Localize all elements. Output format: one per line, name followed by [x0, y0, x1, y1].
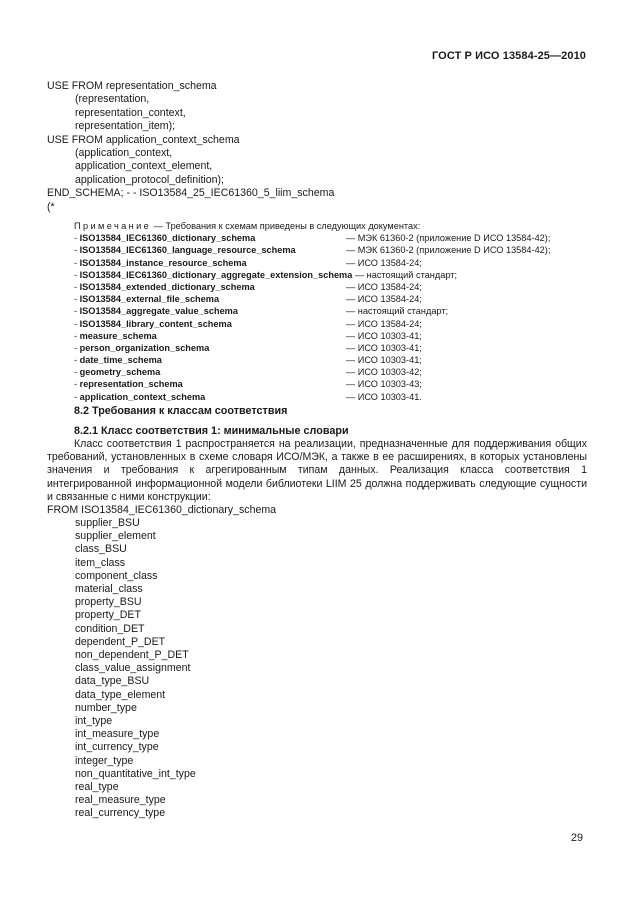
note-item	[74, 257, 589, 269]
subsection-heading: 8.2.1 Класс соответствия 1: минимальные словари	[74, 425, 349, 437]
note-item	[74, 244, 589, 256]
schema-name: ISO13584_extended_dictionary_schema	[79, 281, 255, 292]
note-item-schema: - ISO13584_external_file_schema	[74, 294, 220, 305]
note-item-ref: — настоящий стандарт;	[346, 306, 449, 317]
note-item-schema: - ISO13584_aggregate_value_schema	[74, 306, 238, 317]
entity-item: real_measure_type	[75, 794, 166, 807]
section-heading: 8.2 Требования к классам соответствия	[74, 405, 288, 417]
entity-item: real_currency_type	[75, 807, 166, 820]
note-list	[74, 232, 589, 403]
entity-item: data_type_element	[75, 688, 166, 701]
note-item-schema: - ISO13584_extended_dictionary_schema	[74, 281, 255, 292]
note-item	[74, 378, 589, 390]
schema-name: ISO13584_instance_resource_schema	[79, 257, 247, 268]
schema-name: ISO13584_external_file_schema	[79, 294, 220, 305]
code-line: USE FROM representation_schema	[47, 80, 217, 92]
schema-name: measure_schema	[79, 330, 157, 341]
entity-item: component_class	[75, 569, 158, 582]
code-line: representation_item);	[75, 120, 176, 133]
schema-name: ISO13584_IEC61360_dictionary_aggregate_extension_schema	[79, 269, 353, 280]
note-item-schema: - geometry_schema	[74, 367, 161, 378]
note-item-ref: — настоящий стандарт;	[352, 269, 457, 280]
schema-name: geometry_schema	[79, 367, 161, 378]
entity-item: int_currency_type	[75, 741, 159, 754]
code-line: END_SCHEMA; - - ISO13584_25_IEC61360_5_liim_schema	[47, 187, 335, 200]
body-paragraph	[47, 438, 587, 504]
note-item	[74, 293, 589, 305]
note-item-ref: — ИСО 10303-42;	[346, 367, 422, 378]
entity-item: non_dependent_P_DET	[75, 649, 189, 662]
entity-item: dependent_P_DET	[75, 635, 166, 648]
note-item-schema: - person_organization_schema	[74, 342, 210, 353]
entity-item: data_type_BSU	[75, 675, 150, 688]
note-item-schema: - ISO13584_IEC61360_language_resource_schema	[74, 245, 296, 256]
schema-name: ISO13584_IEC61360_dictionary_schema	[79, 233, 256, 244]
entity-item: property_DET	[75, 609, 141, 622]
code-line: application_protocol_definition);	[75, 173, 225, 186]
entity-item: class_BSU	[75, 543, 127, 556]
note-item-ref: — ИСО 10303-41;	[346, 355, 422, 366]
note-item-schema: - ISO13584_IEC61360_dictionary_aggregate_extension_schema	[74, 269, 353, 280]
note-item-schema: - date_time_schema	[74, 355, 162, 366]
schema-note	[74, 220, 589, 403]
note-item-ref: — ИСО 13584-24;	[346, 318, 422, 329]
note-item	[74, 305, 589, 317]
document-header: ГОСТ Р ИСО 13584-25—2010	[431, 50, 586, 62]
entity-list	[75, 517, 196, 821]
schema-name: ISO13584_library_content_schema	[79, 318, 232, 329]
entity-item: material_class	[75, 583, 143, 596]
entity-item: int_measure_type	[75, 728, 160, 741]
note-item	[74, 391, 589, 403]
entity-item: int_type	[75, 715, 113, 728]
note-item-ref: — ИСО 10303-41.	[346, 391, 422, 402]
note-item-schema: - application_context_schema	[74, 391, 206, 402]
code-line: representation_context,	[75, 106, 186, 119]
schema-name: application_context_schema	[79, 391, 206, 402]
note-item-schema: - ISO13584_instance_resource_schema	[74, 257, 247, 268]
note-item-ref: — МЭК 61360-2 (приложение D ИСО 13584-42);	[346, 245, 551, 256]
entity-item: supplier_BSU	[75, 517, 140, 529]
note-item-schema: - representation_schema	[74, 379, 183, 390]
schema-name: date_time_schema	[79, 355, 162, 366]
note-item-ref: — ИСО 13584-24;	[346, 294, 422, 305]
note-item-schema: - ISO13584_IEC61360_dictionary_schema	[74, 233, 256, 244]
entity-item: condition_DET	[75, 622, 145, 635]
note-item-schema: - ISO13584_library_content_schema	[74, 318, 232, 329]
entity-item: property_BSU	[75, 596, 142, 609]
note-item-ref: — ИСО 10303-41;	[346, 342, 422, 353]
schema-name: ISO13584_aggregate_value_schema	[79, 306, 238, 317]
note-label: Примечание	[74, 221, 152, 231]
note-item	[74, 330, 589, 342]
note-title	[74, 220, 589, 232]
entity-item: item_class	[75, 556, 126, 569]
note-item-ref: — ИСО 10303-41;	[346, 330, 422, 341]
note-item	[74, 281, 589, 293]
from-line: FROM ISO13584_IEC61360_dictionary_schema	[47, 504, 277, 516]
entity-item: class_value_assignment	[75, 662, 191, 675]
note-item	[74, 366, 589, 378]
entity-item: number_type	[75, 701, 137, 714]
note-item	[74, 342, 589, 354]
note-intro: — Требования к схемам приведены в следующих документах:	[151, 221, 421, 231]
express-code-block	[47, 80, 587, 214]
code-line: (*	[47, 200, 55, 213]
code-line: (representation,	[75, 93, 150, 106]
entity-item: integer_type	[75, 754, 134, 767]
note-item-ref: — ИСО 13584-24;	[346, 257, 422, 268]
page-number: 29	[570, 832, 583, 844]
note-item-ref: — ИСО 10303-43;	[346, 379, 422, 390]
note-item	[74, 232, 589, 244]
schema-name: ISO13584_IEC61360_language_resource_schema	[79, 245, 296, 256]
schema-name: representation_schema	[79, 379, 183, 390]
code-line: (application_context,	[75, 147, 173, 160]
note-item-ref: — МЭК 61360-2 (приложение D ИСО 13584-42);	[346, 233, 551, 244]
entity-item: supplier_element	[75, 530, 156, 543]
entity-item: real_type	[75, 781, 119, 794]
schema-name: person_organization_schema	[79, 342, 210, 353]
entity-item: non_quantitative_int_type	[75, 767, 196, 780]
note-item	[74, 269, 589, 281]
code-line: USE FROM application_context_schema	[47, 133, 240, 146]
paragraph-text: Класс соответствия 1 распространяется на реализации, предназначенные для поддерживания общих требований, установленных в схеме словаря ИСО/МЭК, а также в ее расширениях, в которых установлены значения и требования к агрегированным типам данных. Реализация класса соответствия 1 интегрированной информационной модели библиотеки LIIM 25 должна поддерживать следующие сущности и связанные с ними конструкции:	[47, 438, 587, 503]
code-line: application_context_element,	[75, 160, 213, 173]
note-item	[74, 354, 589, 366]
note-item-schema: - measure_schema	[74, 330, 157, 341]
note-item	[74, 318, 589, 330]
note-item-ref: — ИСО 13584-24;	[346, 281, 422, 292]
